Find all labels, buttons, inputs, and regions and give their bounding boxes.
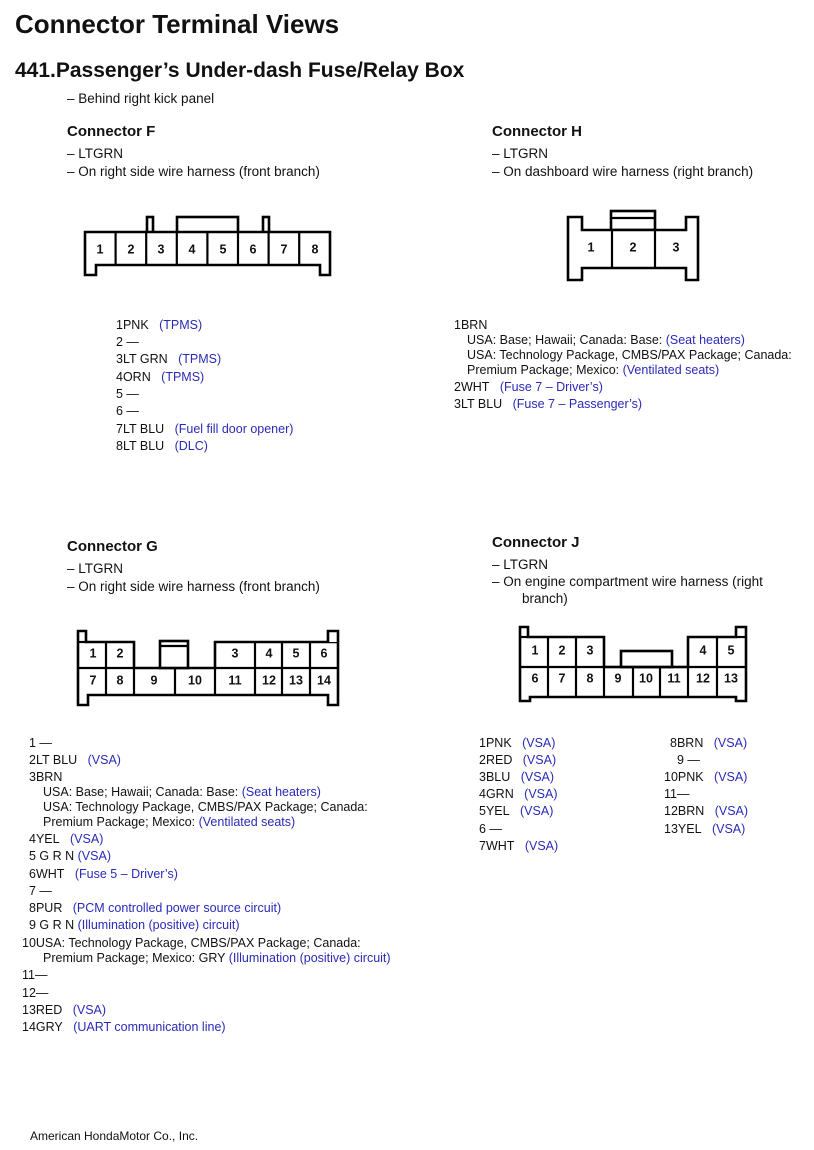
location-note: – Behind right kick panel bbox=[67, 91, 215, 106]
cavity-label: 8 bbox=[586, 671, 594, 686]
pin-row: 7 — bbox=[29, 884, 52, 898]
cavity-label: 13 bbox=[289, 673, 303, 688]
cavity-label: 6 bbox=[249, 242, 257, 257]
pin-row: 1PNK (TPMS) bbox=[116, 318, 203, 332]
pin-row: 13YEL (VSA) bbox=[664, 822, 746, 836]
cavity-label: 7 bbox=[280, 242, 288, 257]
pin-row: 3BLU (VSA) bbox=[479, 770, 555, 784]
pin-row: 9 G R N (Illumination (positive) circuit) bbox=[29, 918, 240, 932]
pin-row: 9 — bbox=[677, 753, 700, 767]
connector-harness-cont: branch) bbox=[522, 591, 568, 606]
pin-row: 3LT BLU (Fuse 7 – Passenger’s) bbox=[454, 397, 643, 411]
cavity-label: 4 bbox=[188, 242, 196, 257]
cavity-label: 7 bbox=[89, 673, 97, 688]
cavity-label: 8 bbox=[311, 242, 319, 257]
cavity-label: 3 bbox=[586, 643, 594, 658]
pin-row: 4GRN (VSA) bbox=[479, 787, 558, 801]
connector-heading: Connector F bbox=[67, 123, 156, 140]
cavity-label: 1 bbox=[89, 646, 97, 661]
pin-row: 8BRN (VSA) bbox=[670, 736, 748, 750]
pin-row: 1 — bbox=[29, 736, 52, 750]
cavity-label: 5 bbox=[219, 242, 227, 257]
pin-note: USA: Base; Hawaii; Canada: Base: (Seat heaters) bbox=[43, 785, 321, 799]
footer-copyright: American HondaMotor Co., Inc. bbox=[30, 1129, 199, 1143]
cavity-label: 1 bbox=[96, 242, 104, 257]
pin-note: Premium Package; Mexico: GRY (Illumination (positive) circuit) bbox=[43, 951, 391, 965]
pin-row: 7WHT (VSA) bbox=[479, 839, 559, 853]
pin-row: 6WHT (Fuse 5 – Driver’s) bbox=[29, 867, 178, 881]
connector-heading: Connector H bbox=[492, 123, 582, 140]
pin-row: 13RED (VSA) bbox=[22, 1003, 107, 1017]
pin-row: 8PUR (PCM controlled power source circuit) bbox=[29, 901, 282, 915]
cavity-label: 14 bbox=[317, 673, 331, 688]
page-title: Connector Terminal Views bbox=[15, 9, 340, 39]
pin-row: 12— bbox=[22, 986, 49, 1000]
pin-note: USA: Technology Package, CMBS/PAX Package; Canada: bbox=[467, 348, 792, 362]
cavity-label: 5 bbox=[727, 643, 735, 658]
connector-color: – LTGRN bbox=[67, 146, 124, 161]
connector-color: – LTGRN bbox=[492, 146, 549, 161]
connector-g-diagram bbox=[76, 628, 342, 708]
cavity-label: 12 bbox=[696, 671, 710, 686]
pin-row: 11— bbox=[664, 787, 690, 801]
pin-row: 3BRN bbox=[29, 770, 63, 784]
pin-row: 5 G R N (VSA) bbox=[29, 849, 111, 863]
cavity-label: 4 bbox=[699, 643, 707, 658]
cavity-label: 9 bbox=[614, 671, 622, 686]
connector-f-diagram bbox=[84, 215, 334, 277]
pin-row: 1PNK (VSA) bbox=[479, 736, 556, 750]
cavity-label: 2 bbox=[558, 643, 566, 658]
pin-row: 2 — bbox=[116, 335, 139, 349]
pin-row: 8LT BLU (DLC) bbox=[116, 439, 208, 453]
pin-note: USA: Base; Hawaii; Canada: Base: (Seat heaters) bbox=[467, 333, 745, 347]
cavity-label: 2 bbox=[629, 240, 637, 255]
cavity-label: 9 bbox=[150, 673, 158, 688]
connector-heading: Connector J bbox=[492, 534, 580, 551]
cavity-label: 1 bbox=[531, 643, 539, 658]
pin-row: 2RED (VSA) bbox=[479, 753, 557, 767]
pin-note: USA: Technology Package, CMBS/PAX Package; Canada: bbox=[43, 800, 368, 814]
cavity-label: 10 bbox=[188, 673, 202, 688]
cavity-label: 2 bbox=[127, 242, 135, 257]
pin-row: 4ORN (TPMS) bbox=[116, 370, 205, 384]
pin-row: 10USA: Technology Package, CMBS/PAX Package; Canada: bbox=[22, 936, 361, 950]
cavity-label: 10 bbox=[639, 671, 653, 686]
connector-harness: – On right side wire harness (front branch) bbox=[67, 579, 320, 594]
pin-note: Premium Package; Mexico: (Ventilated seats) bbox=[43, 815, 296, 829]
cavity-label: 12 bbox=[262, 673, 276, 688]
pin-row: 10PNK (VSA) bbox=[664, 770, 748, 784]
pin-row: 5YEL (VSA) bbox=[479, 804, 554, 818]
cavity-label: 4 bbox=[265, 646, 273, 661]
cavity-label: 11 bbox=[667, 671, 681, 686]
connector-color: – LTGRN bbox=[67, 561, 124, 576]
pin-row: 4YEL (VSA) bbox=[29, 832, 104, 846]
pin-row: 6 — bbox=[479, 822, 502, 836]
cavity-label: 1 bbox=[587, 240, 595, 255]
pin-row: 2WHT (Fuse 7 – Driver’s) bbox=[454, 380, 603, 394]
connector-color: – LTGRN bbox=[492, 557, 549, 572]
connector-heading: Connector G bbox=[67, 538, 158, 555]
pin-row: 2LT BLU (VSA) bbox=[29, 753, 121, 767]
cavity-label: 3 bbox=[231, 646, 239, 661]
cavity-label: 2 bbox=[116, 646, 124, 661]
pin-row: 3LT GRN (TPMS) bbox=[116, 352, 222, 366]
cavity-label: 3 bbox=[672, 240, 680, 255]
connector-j-diagram bbox=[518, 624, 750, 704]
cavity-label: 5 bbox=[292, 646, 300, 661]
cavity-label: 8 bbox=[116, 673, 124, 688]
cavity-label: 13 bbox=[724, 671, 738, 686]
cavity-label: 3 bbox=[157, 242, 165, 257]
cavity-label: 6 bbox=[320, 646, 328, 661]
connector-harness: – On right side wire harness (front branch) bbox=[67, 164, 320, 179]
connector-harness: – On engine compartment wire harness (right bbox=[492, 574, 763, 589]
connector-harness: – On dashboard wire harness (right branch) bbox=[492, 164, 754, 179]
cavity-label: 6 bbox=[531, 671, 539, 686]
pin-row: 5 — bbox=[116, 387, 139, 401]
cavity-label: 11 bbox=[228, 673, 242, 688]
section-title: 441.Passenger’s Under-dash Fuse/Relay Box bbox=[15, 59, 465, 82]
cavity-label: 7 bbox=[558, 671, 566, 686]
connector-h-diagram bbox=[566, 208, 702, 284]
pin-row: 7LT BLU (Fuel fill door opener) bbox=[116, 422, 294, 436]
pin-row: 14GRY (UART communication line) bbox=[22, 1020, 226, 1034]
pin-row: 1BRN bbox=[454, 318, 488, 332]
pin-row: 6 — bbox=[116, 404, 139, 418]
pin-row: 12BRN (VSA) bbox=[664, 804, 749, 818]
pin-row: 11— bbox=[22, 968, 48, 982]
pin-note: Premium Package; Mexico: (Ventilated seats) bbox=[467, 363, 720, 377]
